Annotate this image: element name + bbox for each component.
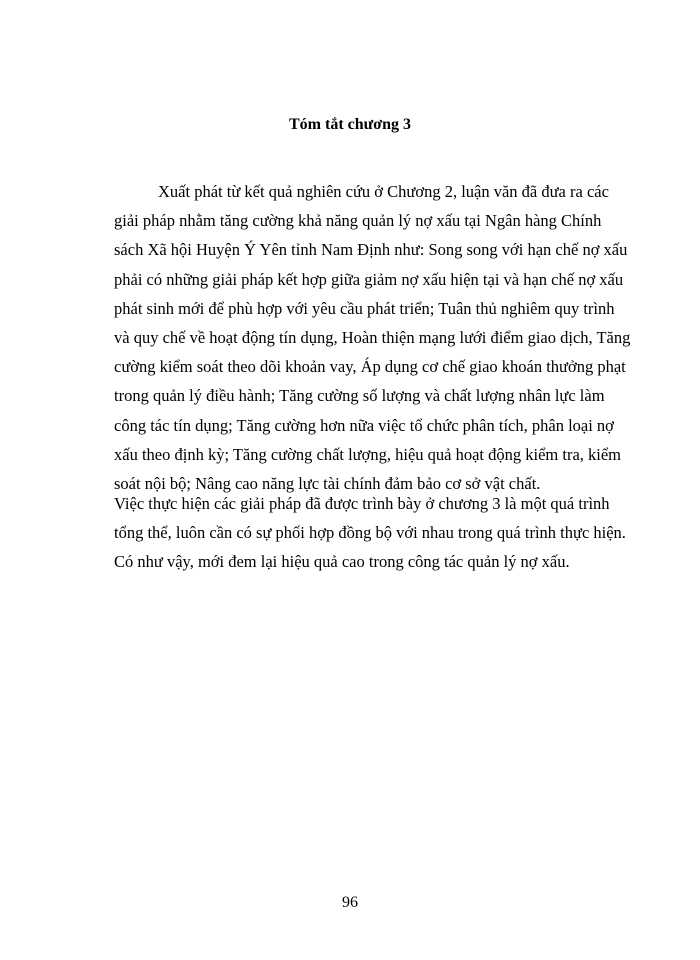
summary-paragraph-1 (114, 177, 631, 498)
paragraph-line: và quy chế về hoạt động tín dụng, Hoàn thiện mạng lưới điểm giao dịch, Tăng (114, 328, 631, 348)
page-number: 96 (342, 894, 358, 911)
summary-paragraph-2 (114, 489, 626, 577)
chapter-summary-title: Tóm tắt chương 3 (288, 116, 411, 133)
paragraph-line: công tác tín dụng; Tăng cường hơn nữa việc tổ chức phân tích, phân loại nợ (114, 415, 614, 435)
paragraph-line: giải pháp nhằm tăng cường khả năng quản lý nợ xấu tại Ngân hàng Chính (114, 211, 602, 231)
paragraph-line: Xuất phát từ kết quả nghiên cứu ở Chương 2, luận văn đã đưa ra các (158, 182, 609, 201)
paragraph-line: phát sinh mới để phù hợp với yêu cầu phát triển; Tuân thủ nghiêm quy trình (114, 298, 615, 318)
paragraph-line: xấu theo định kỳ; Tăng cường chất lượng, hiệu quả hoạt động kiểm tra, kiểm (114, 444, 622, 464)
paragraph-line: Việc thực hiện các giải pháp đã được trình bày ở chương 3 là một quá trình (114, 494, 610, 513)
paragraph-line: sách Xã hội Huyện Ý Yên tỉnh Nam Định như: Song song với hạn chế nợ xấu (114, 240, 628, 260)
paragraph-line: trong quản lý điều hành; Tăng cường số lượng và chất lượng nhân lực làm (114, 386, 605, 406)
paragraph-line: cường kiểm soát theo dõi khoản vay, Áp dụng cơ chế giao khoán thưởng phạt (114, 357, 626, 377)
paragraph-line: Có như vậy, mới đem lại hiệu quả cao trong công tác quản lý nợ xấu. (114, 552, 570, 572)
paragraph-line: phải có những giải pháp kết hợp giữa giảm nợ xấu hiện tại và hạn chế nợ xấu (114, 269, 624, 289)
paragraph-line: soát nội bộ; Nâng cao năng lực tài chính đảm bảo cơ sở vật chất. (114, 474, 541, 494)
paragraph-line: tổng thể, luôn cần có sự phối hợp đồng bộ với nhau trong quá trình thực hiện. (114, 523, 626, 543)
